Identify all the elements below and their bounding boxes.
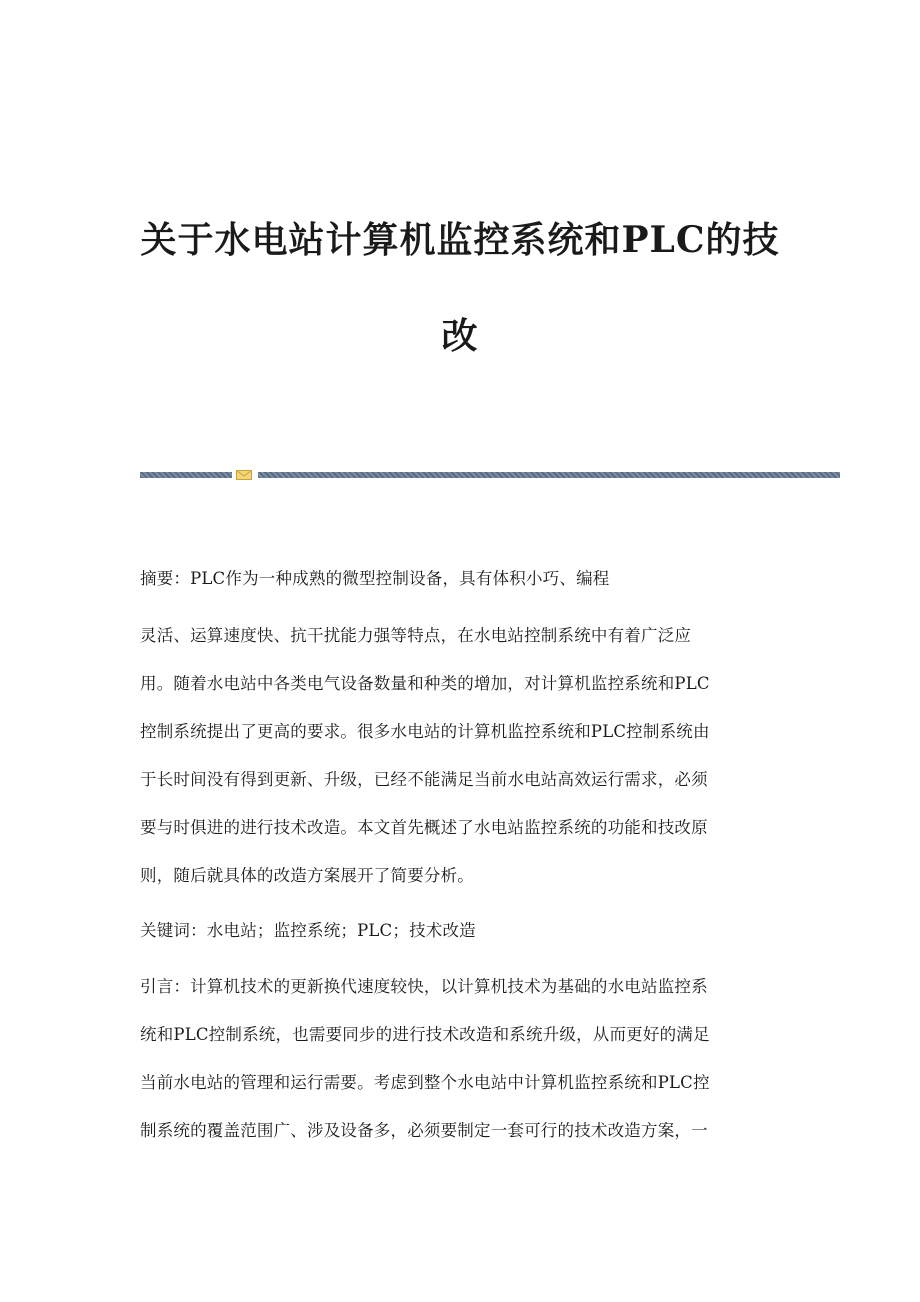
introduction-line: 当前水电站的管理和运行需要。考虑到整个水电站中计算机监控系统和PLC控 [140,1073,710,1092]
divider-bar-left [140,472,232,478]
keywords-line: 关键词：水电站；监控系统；PLC；技术改造 [140,921,476,940]
abstract-line: 用。随着水电站中各类电气设备数量和种类的增加，对计算机监控系统和PLC [140,674,710,693]
envelope-ornament-icon [236,470,252,480]
document-title: 关于水电站计算机监控系统和PLC的技 [140,219,780,261]
abstract-line: 于长时间没有得到更新、升级，已经不能满足当前水电站高效运行需求，必须 [140,770,708,789]
abstract-line: 则，随后就具体的改造方案展开了简要分析。 [140,866,474,885]
introduction-line: 引言：计算机技术的更新换代速度较快，以计算机技术为基础的水电站监控系 [140,977,708,996]
abstract-line: 摘要：PLC作为一种成熟的微型控制设备，具有体积小巧、编程 [140,569,610,588]
abstract-line: 要与时俱进的进行技术改造。本文首先概述了水电站监控系统的功能和技改原 [140,818,708,837]
introduction-line: 统和PLC控制系统，也需要同步的进行技术改造和系统升级，从而更好的满足 [140,1025,710,1044]
divider-bar-right [258,472,840,478]
document-title-continued: 改 [441,315,479,357]
abstract-line: 控制系统提出了更高的要求。很多水电站的计算机监控系统和PLC控制系统由 [140,722,710,741]
introduction-line: 制系统的覆盖范围广、涉及设备多，必须要制定一套可行的技术改造方案，一 [140,1121,708,1140]
section-divider [140,470,840,480]
abstract-line: 灵活、运算速度快、抗干扰能力强等特点，在水电站控制系统中有着广泛应 [140,626,692,645]
